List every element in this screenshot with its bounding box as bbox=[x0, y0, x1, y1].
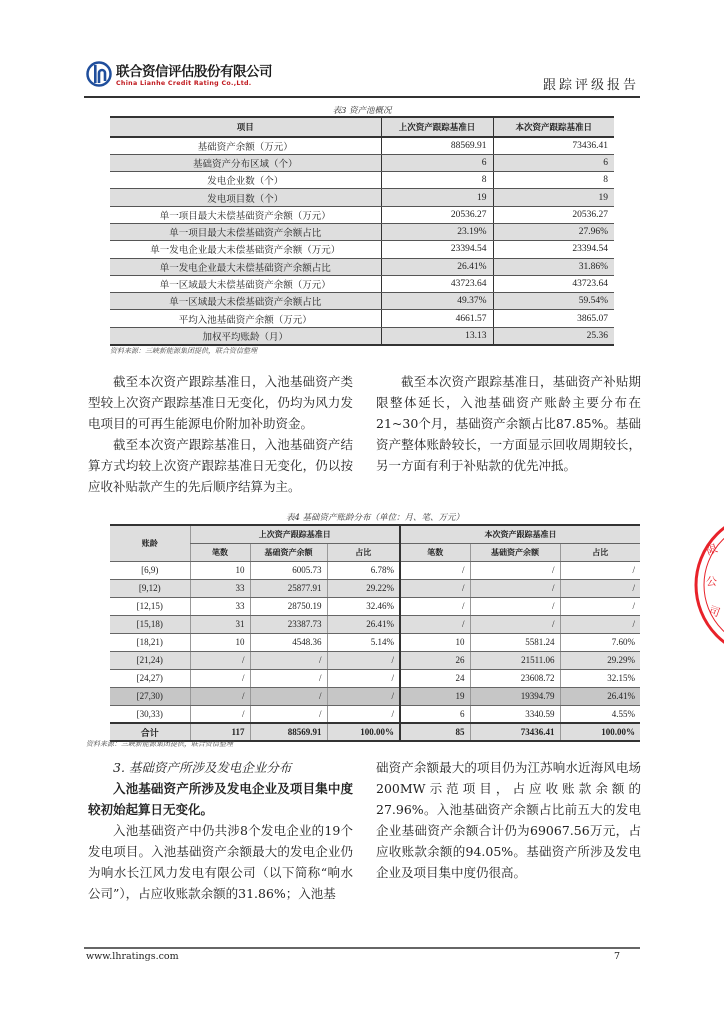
table-header: 占比 bbox=[327, 543, 400, 561]
table-cell: 8 bbox=[381, 172, 493, 189]
table-cell: 26.41% bbox=[560, 687, 640, 705]
table4-source: 资料来源：三峡新能源集团提供，联合资信整理 bbox=[86, 740, 233, 748]
table-cell: 88569.91 bbox=[381, 137, 493, 154]
table-cell: / bbox=[190, 687, 250, 705]
table-row bbox=[110, 327, 614, 344]
table-row bbox=[110, 154, 614, 171]
table4-caption: 表4 基础资产账龄分布（单位：月、笔、万元） bbox=[285, 513, 465, 523]
table-cell: 100.00% bbox=[327, 723, 400, 741]
svg-text:限: 限 bbox=[704, 541, 720, 558]
table-cell: 4.55% bbox=[560, 705, 640, 723]
table-cell: 23394.54 bbox=[381, 241, 493, 258]
table-cell: 23394.54 bbox=[493, 241, 614, 258]
table-cell: / bbox=[470, 579, 560, 597]
table-cell: 25.36 bbox=[493, 327, 614, 344]
table-cell: / bbox=[250, 705, 327, 723]
table-cell: 19 bbox=[493, 189, 614, 206]
table-cell: [15,18) bbox=[110, 615, 190, 633]
table-cell: 59.54% bbox=[493, 293, 614, 310]
header-divider bbox=[84, 96, 640, 98]
table-cell: 29.22% bbox=[327, 579, 400, 597]
table-cell: [27,30) bbox=[110, 687, 190, 705]
table-cell: 5.14% bbox=[327, 633, 400, 651]
table-row bbox=[110, 669, 640, 687]
table-cell: 单一项目最大未偿基础资产余额占比 bbox=[110, 223, 381, 240]
table-cell: 10 bbox=[190, 561, 250, 579]
svg-text:司: 司 bbox=[706, 603, 722, 620]
table-header: 项目 bbox=[110, 117, 381, 137]
table-cell: / bbox=[327, 651, 400, 669]
table-cell: 3865.07 bbox=[493, 310, 614, 327]
table-cell: 单一区域最大未偿基础资产余额（万元） bbox=[110, 275, 381, 292]
table-cell: / bbox=[250, 669, 327, 687]
right-column bbox=[376, 371, 641, 476]
table-cell: 32.15% bbox=[560, 669, 640, 687]
table-cell: 6005.73 bbox=[250, 561, 327, 579]
paragraph: 截至本次资产跟踪基准日，入池基础资产类型较上次资产跟踪基准日无变化，仍均为风力发电项目的可再生能源电价附加补助资金。 bbox=[88, 374, 353, 431]
table-cell: [6,9) bbox=[110, 561, 190, 579]
table-cell: 23608.72 bbox=[470, 669, 560, 687]
table-cell: 发电项目数（个） bbox=[110, 189, 381, 206]
table-cell: 单一发电企业最大未偿基础资产余额（万元） bbox=[110, 241, 381, 258]
table-row bbox=[110, 597, 640, 615]
table-cell: [12,15) bbox=[110, 597, 190, 615]
section-heading: 3. 基础资产所涉及发电企业分布 bbox=[113, 760, 292, 775]
table-row bbox=[110, 137, 614, 154]
table-cell: 26.41% bbox=[327, 615, 400, 633]
table-cell: 21511.06 bbox=[470, 651, 560, 669]
table-cell: / bbox=[560, 597, 640, 615]
paragraph: 截至本次资产跟踪基准日，基础资产补贴期限整体延长，入池基础资产账龄主要分布在21~30个月，基础资产余额占比87.85%。基础资产整体账龄较长，一方面显示回收周期较长，另一方面有利于补贴款的优先冲抵。 bbox=[376, 374, 641, 473]
table-cell: 43723.64 bbox=[493, 275, 614, 292]
table-header: 笔数 bbox=[190, 543, 250, 561]
table-cell: [30,33) bbox=[110, 705, 190, 723]
lianhe-logo-icon bbox=[86, 61, 112, 87]
table-row bbox=[110, 579, 640, 597]
table-cell: 6 bbox=[493, 154, 614, 171]
table-cell: / bbox=[560, 615, 640, 633]
table-row bbox=[110, 189, 614, 206]
table-row bbox=[110, 687, 640, 705]
asset-pool-table bbox=[110, 116, 614, 346]
table-cell: 合计 bbox=[110, 723, 190, 741]
table-cell: / bbox=[400, 615, 470, 633]
table-cell: 发电企业数（个） bbox=[110, 172, 381, 189]
table-cell: 28750.19 bbox=[250, 597, 327, 615]
table-row bbox=[110, 206, 614, 223]
table-cell: 31.86% bbox=[493, 258, 614, 275]
table-cell: / bbox=[470, 561, 560, 579]
table-cell: / bbox=[470, 597, 560, 615]
table-cell: 85 bbox=[400, 723, 470, 741]
table-cell: 19 bbox=[381, 189, 493, 206]
table-cell: 7.60% bbox=[560, 633, 640, 651]
paragraph: 入池基础资产中仍共涉8个发电企业的19个发电项目。入池基础资产余额最大的发电企业仍为响水长江风力发电有限公司（以下简称“响水公司”），占应收账款余额的31.86%；入池基 bbox=[88, 823, 353, 901]
table-cell: 31 bbox=[190, 615, 250, 633]
table-cell: / bbox=[190, 705, 250, 723]
table-cell: 73436.41 bbox=[493, 137, 614, 154]
table-header: 占比 bbox=[560, 543, 640, 561]
left-column bbox=[88, 371, 353, 497]
table-cell: 23387.73 bbox=[250, 615, 327, 633]
table-cell: 33 bbox=[190, 579, 250, 597]
table-cell: / bbox=[327, 687, 400, 705]
table-cell: 6.78% bbox=[327, 561, 400, 579]
table-cell: / bbox=[250, 651, 327, 669]
table-cell: / bbox=[400, 561, 470, 579]
paragraph: 础资产余额最大的项目仍为江苏响水近海风电场200MW示范项目，占应收账款余额的27.96%。入池基础资产余额占比前五大的发电企业基础资产余额合计仍为69067.56万元，占应收账款余额的94.05%。基础资产所涉及发电企业及项目集中度仍很高。 bbox=[376, 760, 641, 880]
table-cell: / bbox=[560, 561, 640, 579]
table-row bbox=[110, 651, 640, 669]
table-cell: 8 bbox=[493, 172, 614, 189]
table-cell: 26.41% bbox=[381, 258, 493, 275]
company-seal-icon bbox=[690, 515, 724, 655]
table-header: 上次资产跟踪基准日 bbox=[381, 117, 493, 137]
section-left bbox=[88, 757, 353, 904]
footer-url[interactable]: www.lhratings.com bbox=[86, 951, 179, 962]
table-cell: / bbox=[327, 705, 400, 723]
table-cell: 单一区域最大未偿基础资产余额占比 bbox=[110, 293, 381, 310]
table-header: 本次资产跟踪基准日 bbox=[400, 525, 640, 543]
aging-distribution-table bbox=[110, 524, 640, 742]
table3-source: 资料来源：三峡新能源集团提供，联合资信整理 bbox=[110, 347, 257, 355]
table-cell: / bbox=[190, 669, 250, 687]
table-cell: / bbox=[560, 579, 640, 597]
table-header: 上次资产跟踪基准日 bbox=[190, 525, 400, 543]
company-name-en: China Lianhe Credit Rating Co.,Ltd. bbox=[116, 80, 252, 87]
table-row bbox=[110, 293, 614, 310]
table-header: 基础资产余额 bbox=[250, 543, 327, 561]
table-row bbox=[110, 223, 614, 240]
table-row bbox=[110, 241, 614, 258]
table3-caption: 表3 资产池概况 bbox=[332, 106, 392, 116]
table-header: 账龄 bbox=[110, 525, 190, 561]
table-cell: 24 bbox=[400, 669, 470, 687]
table-cell: 25877.91 bbox=[250, 579, 327, 597]
table-cell: 6 bbox=[381, 154, 493, 171]
table-cell: 单一项目最大未偿基础资产余额（万元） bbox=[110, 206, 381, 223]
table-header: 本次资产跟踪基准日 bbox=[493, 117, 614, 137]
table-row bbox=[110, 275, 614, 292]
company-logo bbox=[86, 60, 272, 87]
table-cell: 19 bbox=[400, 687, 470, 705]
table-row bbox=[110, 258, 614, 275]
table-cell: 27.96% bbox=[493, 223, 614, 240]
table-cell: 88569.91 bbox=[250, 723, 327, 741]
table-cell: 23.19% bbox=[381, 223, 493, 240]
table-cell: / bbox=[190, 651, 250, 669]
table-cell: 49.37% bbox=[381, 293, 493, 310]
table-cell: 43723.64 bbox=[381, 275, 493, 292]
table-cell: / bbox=[470, 615, 560, 633]
table-header: 基础资产余额 bbox=[470, 543, 560, 561]
table-row bbox=[110, 172, 614, 189]
table-cell: 19394.79 bbox=[470, 687, 560, 705]
table-cell: 73436.41 bbox=[470, 723, 560, 741]
table-cell: 10 bbox=[190, 633, 250, 651]
table-cell: 32.46% bbox=[327, 597, 400, 615]
table-row bbox=[110, 633, 640, 651]
table-cell: / bbox=[400, 579, 470, 597]
table-cell: 10 bbox=[400, 633, 470, 651]
table-row bbox=[110, 310, 614, 327]
table-cell: / bbox=[327, 669, 400, 687]
table-cell: 29.29% bbox=[560, 651, 640, 669]
table-cell: 6 bbox=[400, 705, 470, 723]
paragraph: 截至本次资产跟踪基准日，入池基础资产结算方式均较上次资产跟踪基准日无变化，仍以按应收补贴款产生的先后顺序结算为主。 bbox=[88, 437, 353, 494]
company-name-cn: 联合资信评估股份有限公司 bbox=[116, 64, 272, 80]
table-row bbox=[110, 705, 640, 723]
section-lead: 入池基础资产所涉及发电企业及项目集中度较初始起算日无变化。 bbox=[88, 781, 353, 817]
table-cell: 5581.24 bbox=[470, 633, 560, 651]
table-cell: 基础资产分布区域（个） bbox=[110, 154, 381, 171]
table-cell: 4661.57 bbox=[381, 310, 493, 327]
table-row bbox=[110, 615, 640, 633]
table-cell: 加权平均账龄（月） bbox=[110, 327, 381, 344]
svg-text:公: 公 bbox=[706, 575, 717, 588]
table-cell: / bbox=[250, 687, 327, 705]
section-right bbox=[376, 757, 641, 883]
table-cell: [24,27) bbox=[110, 669, 190, 687]
table-cell: 平均入池基础资产余额（万元） bbox=[110, 310, 381, 327]
footer-divider bbox=[84, 947, 640, 949]
table-cell: 100.00% bbox=[560, 723, 640, 741]
table-cell: [21,24) bbox=[110, 651, 190, 669]
table-row bbox=[110, 561, 640, 579]
table-cell: 单一发电企业最大未偿基础资产余额占比 bbox=[110, 258, 381, 275]
table-cell: / bbox=[400, 597, 470, 615]
table-cell: 20536.27 bbox=[381, 206, 493, 223]
table-cell: 3340.59 bbox=[470, 705, 560, 723]
table-cell: 26 bbox=[400, 651, 470, 669]
table-cell: 基础资产余额（万元） bbox=[110, 137, 381, 154]
table-cell: 20536.27 bbox=[493, 206, 614, 223]
table-cell: [18,21) bbox=[110, 633, 190, 651]
table-cell: 117 bbox=[190, 723, 250, 741]
table-cell: 33 bbox=[190, 597, 250, 615]
page-number: 7 bbox=[614, 951, 621, 962]
table-cell: 13.13 bbox=[381, 327, 493, 344]
table-cell: [9,12) bbox=[110, 579, 190, 597]
table-header: 笔数 bbox=[400, 543, 470, 561]
table-cell: 4548.36 bbox=[250, 633, 327, 651]
report-type: 跟踪评级报告 bbox=[542, 78, 639, 93]
